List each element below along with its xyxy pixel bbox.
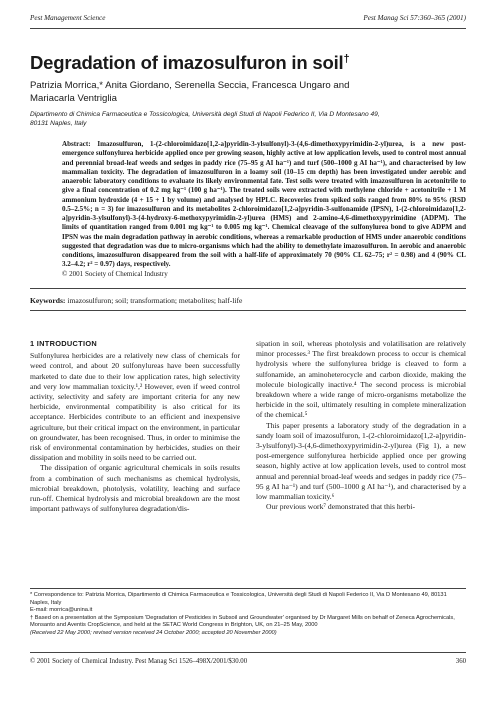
authors-line-1: Patrizia Morrica,* Anita Giordano, Serenella Seccia, Francesca Ungaro and <box>30 80 350 91</box>
abstract-copyright: © 2001 Society of Chemical Industry <box>62 269 168 278</box>
keywords-label: Keywords: <box>30 296 66 305</box>
title-footnote-mark: † <box>343 52 350 65</box>
paragraph: This paper presents a laboratory study of the degradation in a sandy loam soil of imazosulfuron, 1-(2-chloroimidazo[1,2-a]pyridin-3-ylsulfonyl)-3-(4,6-dimethoxypyrimidin-2-yl)urea (Fig 1), a new post-emergence sulfonylurea herbicide applied once per growing season, highly active at low application levels, used to control most annual and perennial broad-leaf weeds and sedges in paddy rice (75–95 g AI ha⁻¹) and turf (500–1000 g AI ha⁻¹), and characterised by a low mammalian toxicity.⁶ <box>256 420 466 502</box>
footnote-email: E-mail: morrica@unina.it <box>30 607 93 613</box>
abstract <box>62 140 466 279</box>
footnote-rule <box>30 588 466 589</box>
article-title: Degradation of imazosulfuron in soil† <box>30 52 350 73</box>
paragraph: Our previous work⁷ demonstrated that this herbi- <box>266 502 416 512</box>
affiliation <box>30 110 430 128</box>
citation: Pest Manag Sci 57:360–365 (2001) <box>363 14 466 22</box>
page-footer <box>30 658 466 670</box>
keywords-list: imazosulfuron; soil; transformation; metabolites; half-life <box>67 296 243 305</box>
right-column <box>256 339 466 512</box>
section-heading-introduction: 1 INTRODUCTION <box>30 339 98 348</box>
affiliation-line-2: 80131 Naples, Italy <box>30 120 87 127</box>
paragraph: The dissipation of organic agricultural chemicals in soils results from a combination of such mechanisms as chemical hydrolysis, microbial breakdown, photolysis, volatility, leaching and surface run-off. Chemical hydrolysis and microbial breakdown are the most important pathways of sulfonylurea degradation/dis- <box>30 463 240 514</box>
authors <box>30 79 430 106</box>
running-header <box>30 14 466 26</box>
keywords-rule-bottom <box>30 310 466 311</box>
footnotes <box>30 592 466 637</box>
authors-line-2: Mariacarla Ventriglia <box>30 93 117 105</box>
abstract-text: Abstract: Imazosulfuron, 1-(2-chloroimidazo[1,2-a]pyridin-3-ylsulfonyl)-3-(4,6-dimethoxypyrimidin-2-yl)urea, is a new post-emergence sulfonylurea herbicide applied once per growing season, highly active at low application levels, used to control most annual and perennial broad-leaf weeds and sedges in paddy rice (75–95 g AI ha⁻¹) and turf (500–1000 g AI ha⁻¹), and characterised by low mammalian toxicity. The degradation of imazosulfuron in a loamy soil (10–15 cm depth) has been investigated under aerobic and anaerobic laboratory conditions to evaluate its likely environmental fate. Test soils were treated with imazosulfuron in acetonitrile to give a final concentration of 0.2 mg kg⁻¹ (100 g ha⁻¹). The treated soils were extracted with methylene chloride + acetonitrile + 1 M ammonium hydroxide (4 + 15 + 1 by volume) and analysed by HPLC. Recoveries from spiked soils ranged from 80% to 95% (RSD 0.5–2.5%; n = 3) for imazosulfuron and its metabolites 2-chloroimidazo[1,2-a]pyridin-3-sulfonamide (IPSN), 1-(2-chloroimidazo[1,2-a]pyridin-3-ylsulfonyl)-3-(4-hydroxy-6-methoxypyrimidin-2-yl)urea (HMS) and 2-amino-4,6-dimethoxypyrimidine (ADPM). The limits of quantitation ranged from 0.001 mg kg⁻¹ to 0.005 mg kg⁻¹. Chemical cleavage of the sulfonylurea bond to give ADPM and IPSN was the main degradation pathway in aerobic conditions, whereas a remarkable production of HMS under anaerobic conditions suggested that degradation was due to micro-organisms which had the ability to demethylate imazosulfuron. In aerobic and anaerobic conditions, imazosulfuron disappeared from the soil with a half-life of approximately 70 (90% CL 62–75; r² = 0.98) and 4 (90% CL 3.2–4.2; r² = 0.97) days, respectively. <box>62 140 466 269</box>
keywords <box>30 296 466 306</box>
footnote-correspondence: * Correspondence to: Patrizia Morrica, Dipartimento di Chimica Farmaceutica e Tossicologica, Università degli Studi di Napoli Federico II, Via D Montesano 49, 80131 Naples, Italy <box>30 592 447 606</box>
footnote-presentation: † Based on a presentation at the Symposium 'Degradation of Pesticides in Subsoil and Groundwater' organised by Dr Margaret Mills on behalf of Zeneca Agrochemicals, Monsanto and Aventis CropScience, and held at the SETAC World Congress in Brighton, UK, on 21–25 May, 2000 <box>30 614 455 628</box>
left-column <box>30 339 240 514</box>
footnote-received: (Received 22 May 2000; revised version received 24 October 2000; accepted 20 November 2000) <box>30 629 277 636</box>
header-rule <box>30 28 466 29</box>
keywords-rule-top <box>30 288 466 289</box>
footer-copyright: © 2001 Society of Chemical Industry. Pest Manag Sci 1526–498X/2001/$30.00 <box>30 658 248 665</box>
journal-name: Pest Management Science <box>30 14 106 22</box>
footer-rule <box>30 652 466 653</box>
affiliation-line-1: Dipartimento di Chimica Farmaceutica e Tossicologica, Università degli Studi di Napoli Federico II, Via D Montesano 49, <box>30 111 380 118</box>
paragraph: Sulfonylurea herbicides are a relatively new class of chemicals for weed control, and about 20 sulfonylureas have been successfully marketed to date due to their low application rates, high selectivity and very low mammalian toxicity.¹,² However, even if weed control activity, selectivity and safety are important criteria for any new herbicide, environmental compatibility is also critical for its acceptance. Herbicides contribute to an efficient and inexpensive agriculture, but their critical impact on the environment, in particular on groundwater, has been recognised. Thus, in order to minimise the risk of environmental contamination by herbicides, studies on their dissipation and mobility in soils need to be carried out. <box>30 351 240 463</box>
page-number: 360 <box>455 658 466 665</box>
paragraph: sipation in soil, whereas photolysis and volatilisation are relatively minor processes.³ The first breakdown process to occur is chemical hydrolysis where the sulfonylurea bridge is cleaved to form a sulfonamide, an aminoheterocycle and carbon dioxide, making the molecule biologically inactive.⁴ The second process is microbial breakdown where a wide range of micro-organisms metabolize the herbicide in the soil, ultimately resulting in complete mineralization of the chemical.⁵ <box>256 339 466 420</box>
